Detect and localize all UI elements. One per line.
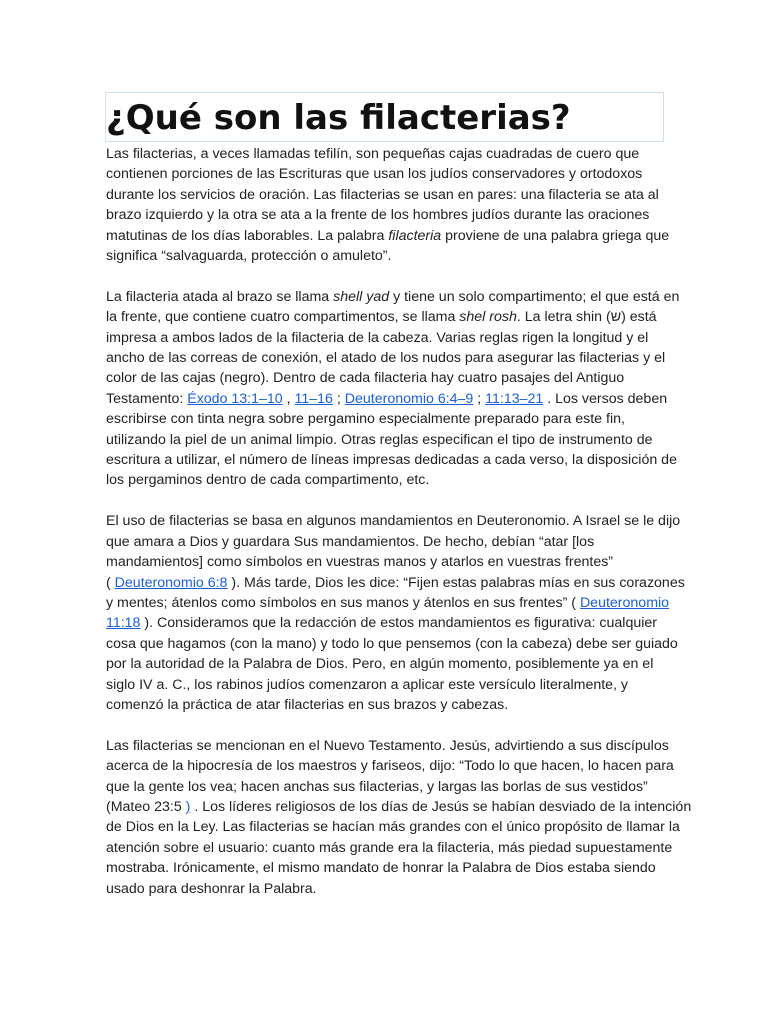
text-line: usado para deshonrar la Palabra. [106, 880, 317, 897]
italic-term: filacteria [388, 227, 442, 244]
text-line: de Dios en la Ley. Las filacterias se hacían más grandes con el único propósito de llamar la [106, 819, 680, 836]
text-line [106, 226, 670, 246]
text-line [106, 287, 680, 307]
text-line: significa “salvaguarda, protección o amuleto”. [106, 248, 392, 265]
text-line: mostraba. Irónicamente, el mismo mandato de honrar la Palabra de Dios estaba siendo [106, 860, 656, 877]
article-body [106, 144, 692, 919]
text-segment: ). Consideramos que la redacción de estos mandamientos es figurativa: cualquier [140, 615, 657, 632]
text-line: Las filacterias, a veces llamadas tefilín, son pequeñas cajas cuadradas de cuero que [106, 146, 640, 162]
text-segment: ; [473, 390, 486, 407]
scripture-link-11-13-21[interactable]: 11:13–21 [485, 390, 544, 407]
text-line: brazo izquierdo y la otra se ata a la frente de los hombres judíos durante las oraciones [106, 207, 650, 224]
text-segment: ( [106, 574, 115, 591]
text-segment: , [282, 390, 295, 407]
text-line [106, 613, 662, 633]
text-line: atención sobre el usuario: cuanto más grande era la filacteria, más piedad supuestamente [106, 839, 673, 856]
italic-term: shell yad [333, 288, 390, 305]
scripture-link-deuteronomio-6-4-9[interactable]: Deuteronomio 6:4–9 [344, 390, 474, 407]
text-segment: y tiene un solo compartimento; el que está en [389, 288, 680, 305]
text-line [106, 389, 668, 409]
text-line: contienen porciones de las Escrituras que usan los judíos conservadores y ortodoxos [106, 166, 643, 183]
text-segment: la frente, que contiene cuatro compartimentos, se llama [106, 309, 460, 326]
text-line [106, 593, 670, 613]
text-line: impresa a ambos lados de la filacteria de la cabeza. Varias reglas rigen la longitud y el [106, 329, 649, 346]
paragraph-4 [106, 736, 692, 899]
text-segment: Testamento: [106, 390, 188, 407]
text-line: cosa que hagamos (con la mano) y todo lo que pensemos (con la cabeza) debe ser guiado [106, 635, 678, 652]
text-segment: . La letra shin (ש) está [516, 309, 657, 326]
scripture-link-deuteronomio-11-18[interactable]: Deuteronomio [579, 594, 670, 611]
text-segment: proviene de una palabra griega que [441, 227, 670, 244]
text-line: mandamientos] como símbolos en vuestras manos y atarlos en vuestras frentes” [106, 554, 614, 571]
text-line: comenzó la práctica de atar filacterias en sus brazos y cabezas. [106, 696, 509, 713]
text-line: siglo IV a. C., los rabinos judíos comenzaron a aplicar este versículo literalmente, y [106, 676, 629, 693]
italic-term: shel rosh [459, 309, 517, 326]
text-line: que amara a Dios y guardara Sus mandamientos. De hecho, debían “atar [los [106, 533, 595, 550]
paragraph-3 [106, 511, 685, 715]
scripture-link-deuteronomio-6-8[interactable]: Deuteronomio 6:8 [114, 574, 228, 591]
text-segment: (Mateo 23:5 [106, 798, 186, 815]
text-line: escritura a utilizar, el número de líneas impresas dedicadas a cada verso, la disposición de [106, 452, 677, 469]
text-line: escribirse con tinta negra sobre pergamino especialmente preparado para este fin, [106, 411, 625, 428]
text-segment: . Los versos deben [543, 390, 668, 407]
scripture-link-mateo-23-5[interactable]: ) [185, 798, 191, 815]
text-line [106, 573, 685, 593]
text-segment: La filacteria atada al brazo se llama [106, 288, 334, 305]
text-line: Las filacterias se mencionan en el Nuevo Testamento. Jesús, advirtiendo a sus discípulos [106, 737, 669, 754]
page-title: ¿Qué son las filacterias? [106, 98, 571, 138]
text-line: por la autoridad de la Palabra de Dios. Pero, en algún momento, posiblemente ya en el [106, 656, 654, 673]
text-line: El uso de filacterias se basa en algunos mandamientos en Deuteronomio. A Israel se le dijo [106, 513, 681, 530]
text-line: ancho de las correas de conexión, el atado de los nudos para asegurar las filacterias y el [106, 350, 666, 367]
scripture-link-11-16[interactable]: 11–16 [294, 390, 333, 407]
scripture-link-exodo-13-1-10[interactable]: Éxodo 13:1–10 [187, 390, 283, 407]
text-line [106, 307, 662, 327]
text-segment: ). Más tarde, Dios les dice: “Fijen estas palabras mías en sus corazones [227, 574, 685, 591]
text-segment: y mentes; átenlos como símbolos en sus manos y átenlos en sus frentes” ( [106, 594, 580, 611]
text-line: durante los servicios de oración. Las filacterias se usan en pares: una filacteria se ata al [106, 186, 659, 203]
text-segment: ; [332, 390, 345, 407]
text-line: color de las cajas (negro). Dentro de cada filacteria hay cuatro pasajes del Antiguo [106, 370, 625, 387]
text-segment: . Los líderes religiosos de los días de Jesús se habían desviado de la intención [190, 798, 692, 815]
text-line: que la gente los vea; hacen anchas sus filacterias, y largas las borlas de sus vestidos” [106, 778, 648, 795]
text-line: utilizando la piel de un animal limpio. Otras reglas especifican el tipo de instrumento de [106, 431, 653, 448]
text-segment: matutinas de los días laborables. La palabra [106, 227, 389, 244]
text-line [106, 797, 692, 817]
scripture-link-deuteronomio-11-18-cont[interactable]: 11:18 [106, 615, 141, 632]
text-line: acerca de la hipocresía de los maestros y fariseos, dijo: “Todo lo que hacen, lo hacen para [106, 758, 674, 775]
paragraph-1 [106, 144, 670, 266]
text-line: los pergaminos dentro de cada compartimento, etc. [106, 472, 430, 489]
paragraph-2 [106, 287, 680, 491]
